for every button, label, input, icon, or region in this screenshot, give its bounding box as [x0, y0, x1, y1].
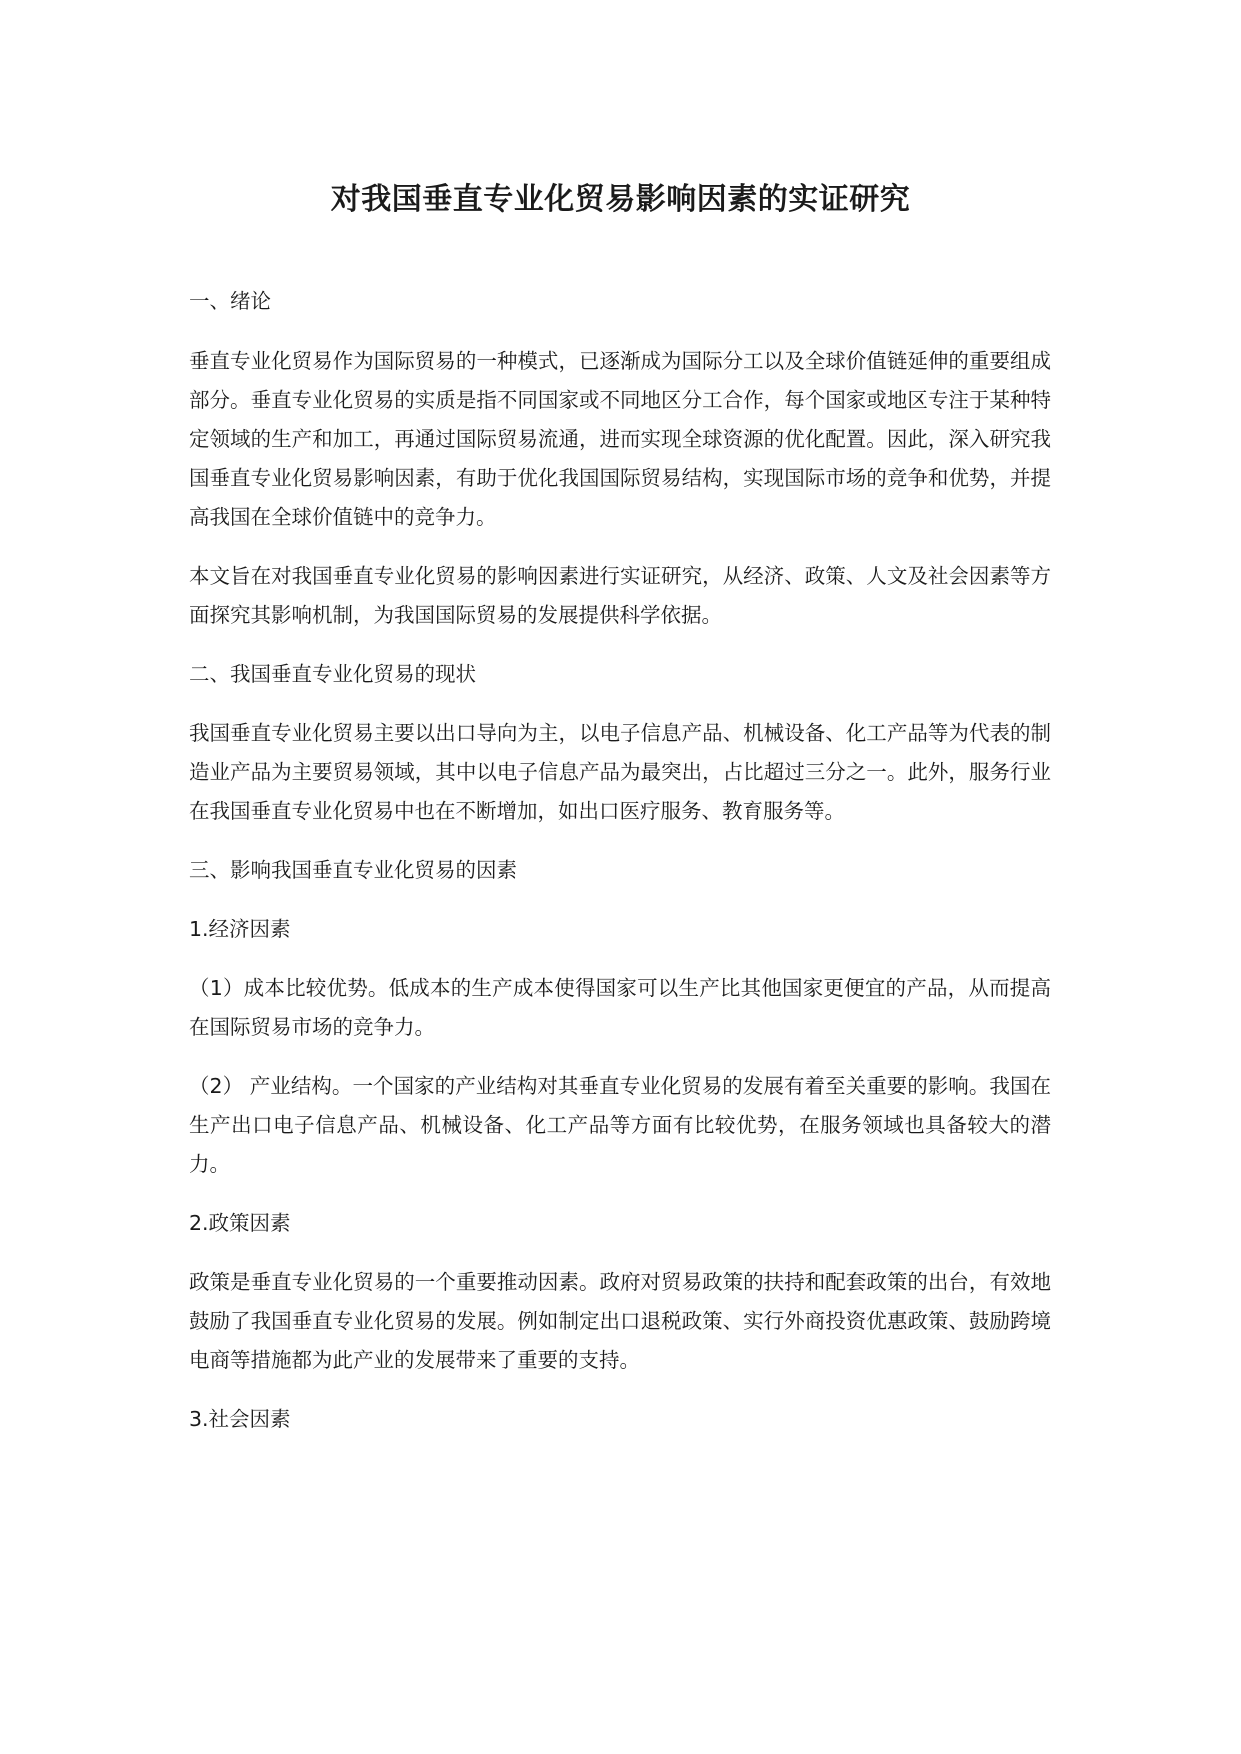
- paragraph: （1）成本比较优势。低成本的生产成本使得国家可以生产比其他国家更便宜的产品，从而提高在国际贸易市场的竞争力。: [189, 976, 1051, 1039]
- subheading-economic: 1.经济因素: [189, 917, 291, 941]
- paragraph: （2） 产业结构。一个国家的产业结构对其垂直专业化贸易的发展有着至关重要的影响。我国在生产出口电子信息产品、机械设备、化工产品等方面有比较优势，在服务领域也具备较大的潜力。: [189, 1074, 1051, 1176]
- document-body: [189, 282, 1051, 1439]
- document-title: 对我国垂直专业化贸易影响因素的实证研究: [330, 182, 911, 217]
- section-heading-status: 二、我国垂直专业化贸易的现状: [189, 662, 476, 686]
- paragraph: 垂直专业化贸易作为国际贸易的一种模式，已逐渐成为国际分工以及全球价值链延伸的重要组成部分。垂直专业化贸易的实质是指不同国家或不同地区分工合作，每个国家或地区专注于某种特定领域的生产和加工，再通过国际贸易流通，进而实现全球资源的优化配置。因此，深入研究我国垂直专业化贸易影响因素，有助于优化我国国际贸易结构，实现国际市场的竞争和优势，并提高我国在全球价值链中的竞争力。: [189, 349, 1051, 529]
- section-heading-introduction: 一、绪论: [189, 289, 271, 313]
- subheading-social: 3.社会因素: [189, 1407, 291, 1431]
- paragraph: 本文旨在对我国垂直专业化贸易的影响因素进行实证研究，从经济、政策、人文及社会因素等方面探究其影响机制，为我国国际贸易的发展提供科学依据。: [189, 564, 1051, 627]
- subheading-policy: 2.政策因素: [189, 1211, 291, 1235]
- section-heading-factors: 三、影响我国垂直专业化贸易的因素: [189, 858, 517, 882]
- paragraph: 政策是垂直专业化贸易的一个重要推动因素。政府对贸易政策的扶持和配套政策的出台，有效地鼓励了我国垂直专业化贸易的发展。例如制定出口退税政策、实行外商投资优惠政策、鼓励跨境电商等措施都为此产业的发展带来了重要的支持。: [189, 1270, 1051, 1372]
- paragraph: 我国垂直专业化贸易主要以出口导向为主，以电子信息产品、机械设备、化工产品等为代表的制造业产品为主要贸易领域，其中以电子信息产品为最突出，占比超过三分之一。此外，服务行业在我国垂直专业化贸易中也在不断增加，如出口医疗服务、教育服务等。: [189, 721, 1051, 823]
